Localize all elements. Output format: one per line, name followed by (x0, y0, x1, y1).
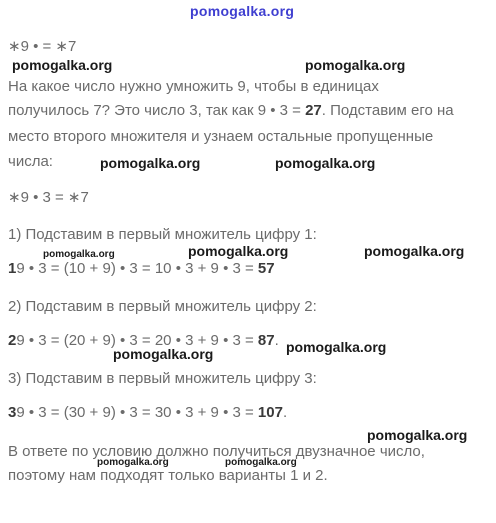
watermark: pomogalka.org (113, 346, 214, 362)
text-line-4: место второго множителя и узнаем остальные пропущенные (8, 128, 434, 145)
watermark: pomogalka.org (367, 427, 468, 443)
digit-3: 3 (8, 404, 17, 421)
step-1-heading: 1) Подставим в первый множитель цифру 1: (8, 226, 317, 243)
conclusion-line-1: В ответе по условию должно получиться двузначное число, (8, 443, 425, 460)
watermark: pomogalka.org (43, 249, 115, 260)
result-27: 27 (305, 102, 322, 119)
text-line-2: На какое число нужно умножить 9, чтобы в единицах (8, 78, 379, 95)
step-1-expr: 9 • 3 = (10 + 9) • 3 = 10 • 3 + 9 • 3 = (16, 260, 258, 277)
text-line-5: числа: (8, 153, 53, 170)
result-87: 87 (257, 332, 275, 349)
equation-line-1: ∗9 • = ∗7 (8, 38, 77, 55)
step-2-dot: . (274, 332, 279, 349)
watermark: pomogalka.org (97, 457, 169, 468)
step-3-expr: 9 • 3 = (30 + 9) • 3 = 30 • 3 + 9 • 3 = (16, 404, 258, 421)
conclusion-line-2: поэтому нам подходят только варианты 1 и 2. (8, 467, 328, 484)
text-line-3-c: . Подставим его на (321, 102, 454, 119)
watermark: pomogalka.org (305, 57, 406, 73)
text-line-3 (8, 101, 454, 121)
watermark-top: pomogalka.org (190, 3, 295, 19)
result-57: 57 (257, 260, 275, 277)
watermark: pomogalka.org (12, 57, 113, 73)
watermark: pomogalka.org (275, 155, 376, 171)
watermark: pomogalka.org (364, 243, 465, 259)
result-107: 107 (257, 404, 283, 421)
step-3-calc (8, 403, 287, 423)
equation-line-6: ∗9 • 3 = ∗7 (8, 189, 89, 206)
watermark: pomogalka.org (188, 243, 289, 259)
step-2-expr: 9 • 3 = (20 + 9) • 3 = 20 • 3 + 9 • 3 = (16, 332, 258, 349)
step-2-heading: 2) Подставим в первый множитель цифру 2: (8, 298, 317, 315)
step-3-heading: 3) Подставим в первый множитель цифру 3: (8, 370, 317, 387)
watermark: pomogalka.org (100, 155, 201, 171)
digit-1: 1 (8, 260, 17, 277)
watermark: pomogalka.org (286, 339, 387, 355)
step-3-dot: . (282, 404, 288, 421)
step-1-calc (8, 259, 275, 279)
text-line-3-a: получилось 7? Это число 3, так как 9 • 3 = (8, 102, 306, 119)
digit-2: 2 (8, 332, 17, 349)
watermark: pomogalka.org (225, 457, 297, 468)
